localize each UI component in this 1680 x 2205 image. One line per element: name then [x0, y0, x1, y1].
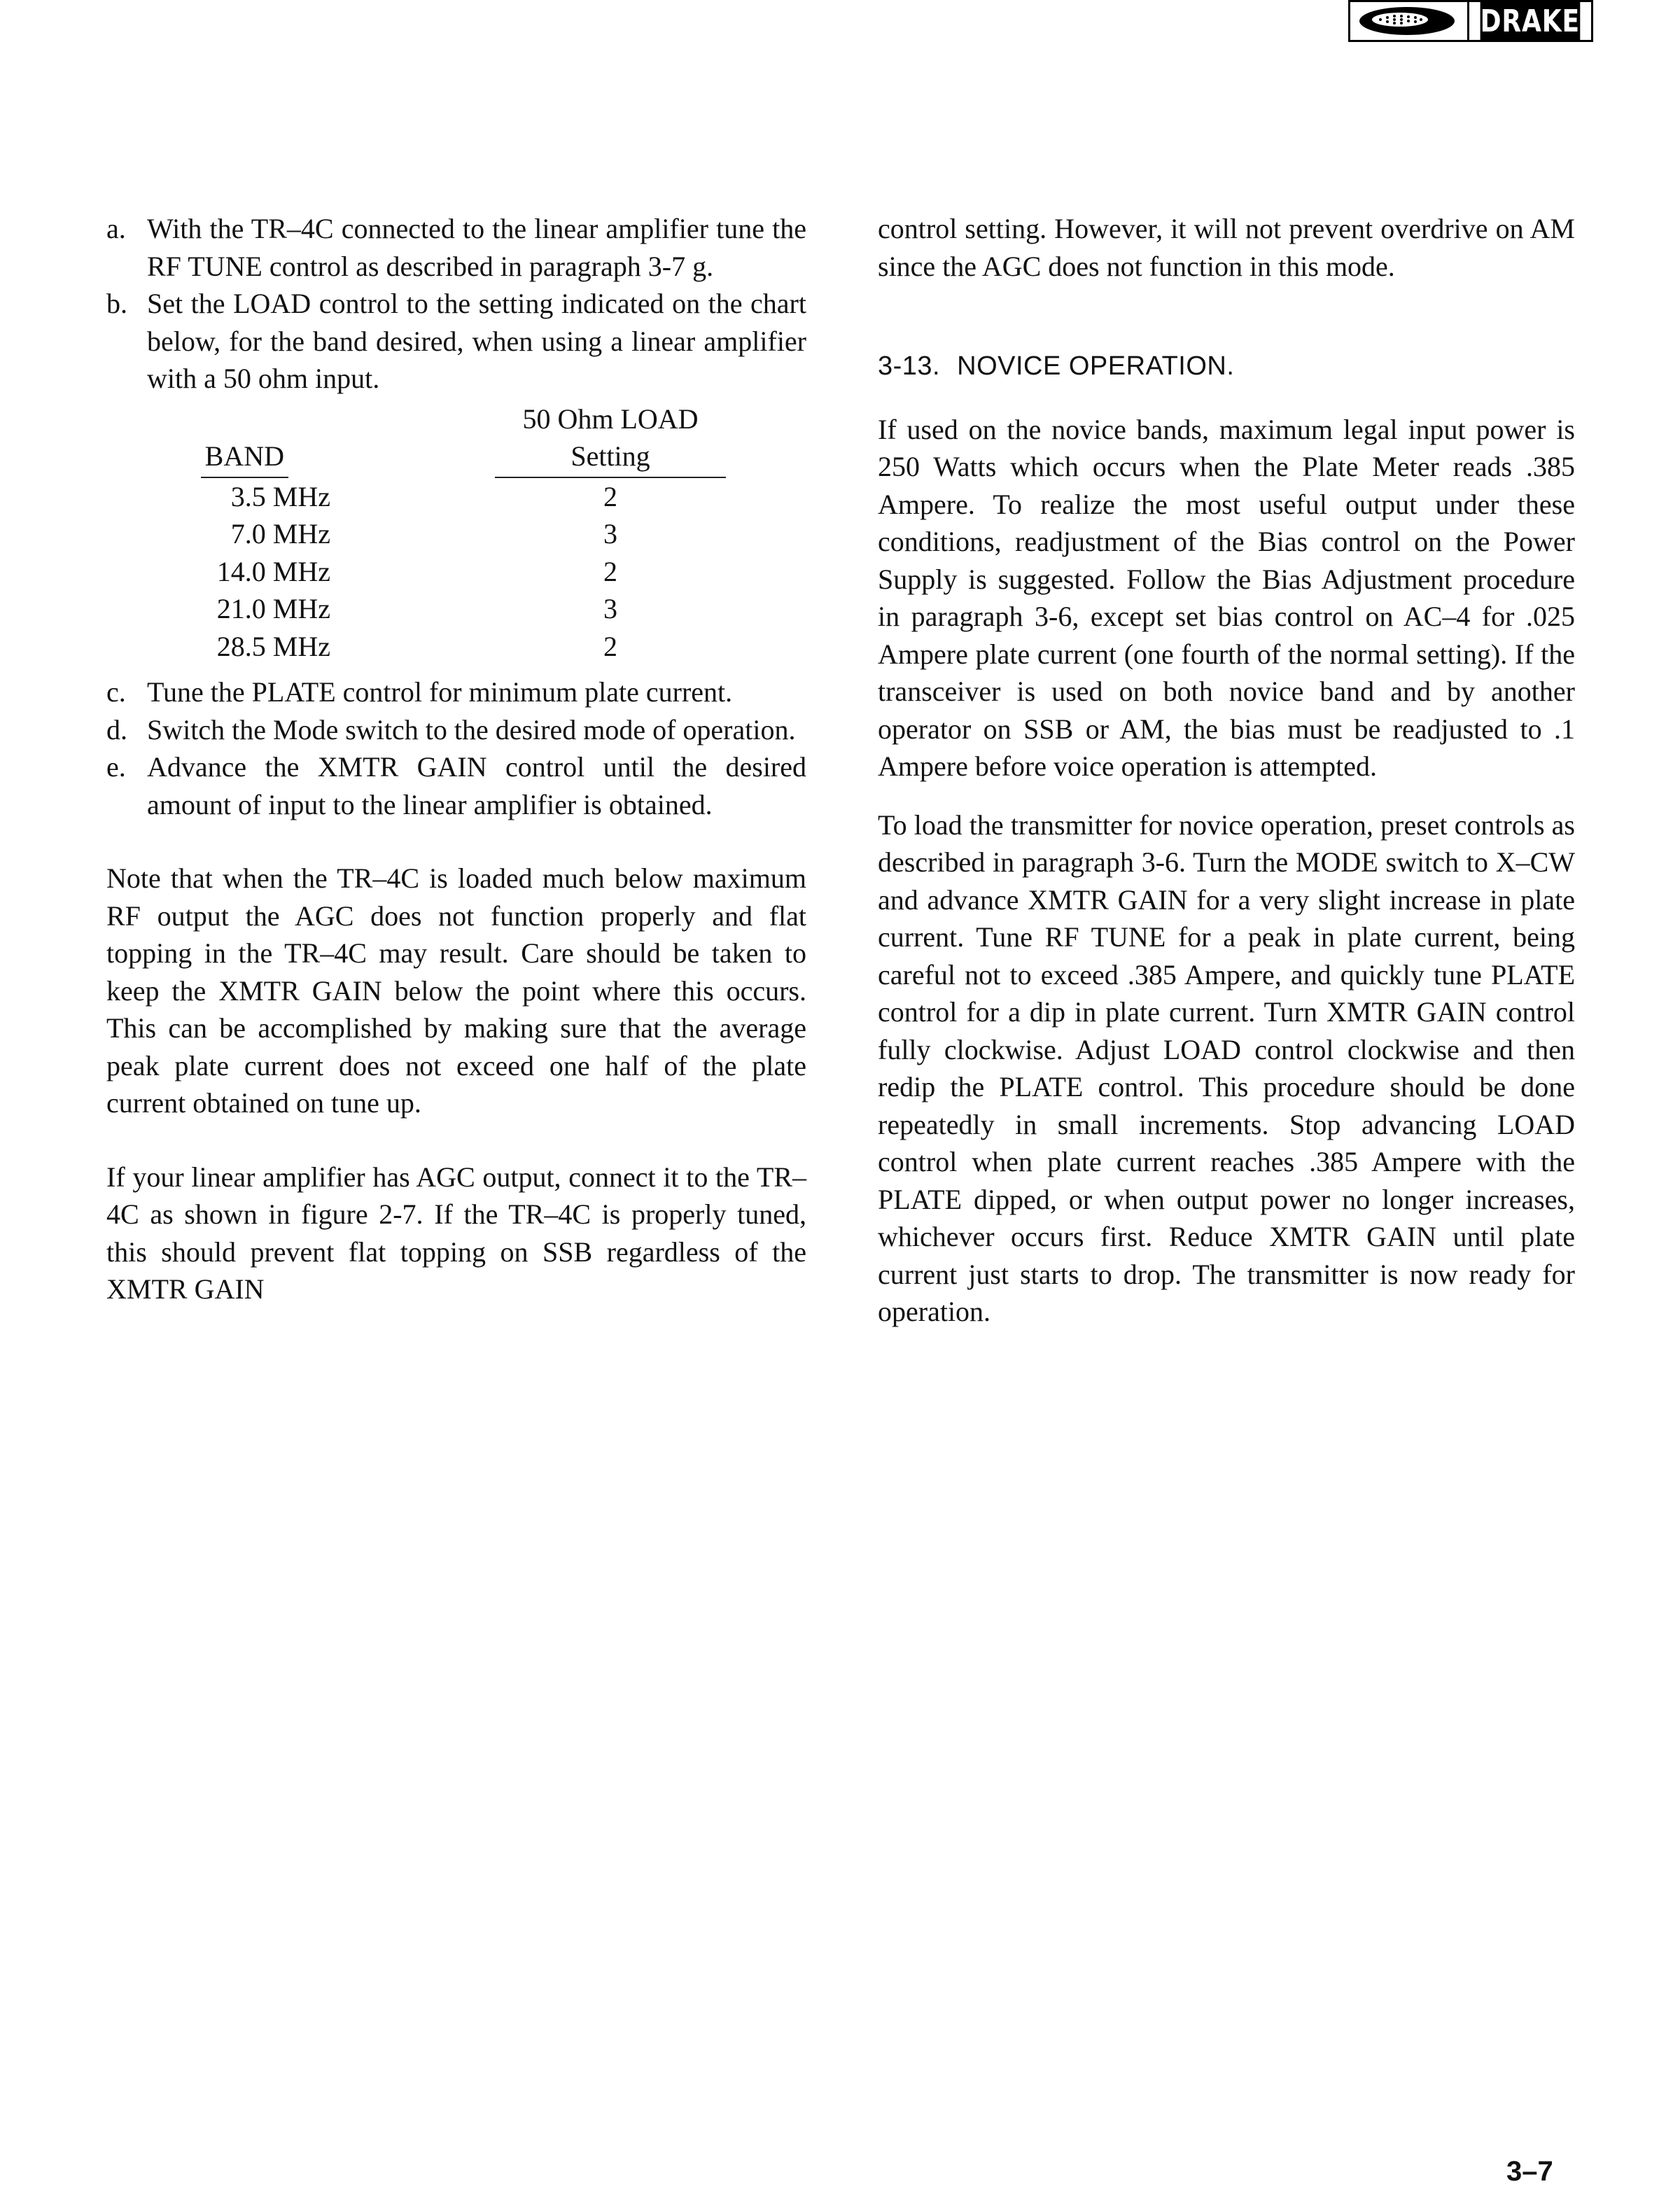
step-letter: e.	[106, 751, 126, 783]
setting-cell: 2	[603, 630, 617, 662]
table-header-row-1	[106, 400, 806, 438]
left-column	[106, 210, 806, 1308]
table-row	[106, 590, 806, 628]
step-text: Advance the XMTR GAIN control until the desired amount of input to the linear amplifier is obtained.	[147, 751, 806, 820]
setting-header-line1: 50 Ohm LOAD	[522, 402, 699, 435]
step-text: Tune the PLATE control for minimum plate current.	[147, 676, 733, 708]
step-letter: d.	[106, 713, 127, 746]
step-letter: c.	[106, 676, 126, 708]
novice-power-paragraph: If used on the novice bands, maximum legal input power is 250 Watts which occurs when the Plate Meter reads .385 Ampere. To realize the most useful output under these conditions, readjustment of the Bias control on the Power Supply is suggested. Follow the Bias Adjustment procedure in paragraph 3-6, except set bias control on AC–4 for .025 Ampere plate current (one fourth of the normal setting). If the transceiver is used on both novice band and by another operator on SSB or AM, the bias must be readjusted to .1 Ampere before voice operation is attempted.	[878, 413, 1575, 782]
globe-emblem-icon	[1350, 2, 1469, 40]
step-text: With the TR–4C connected to the linear amplifier tune the RF TUNE control as described in paragraph 3-7 g.	[147, 213, 806, 282]
agc-output-paragraph: If your linear amplifier has AGC output, connect it to the TR–4C as shown in figure 2-7. If the TR–4C is properly tuned, this should prevent flat topping on SSB regardless of the XMTR GAIN	[106, 1161, 806, 1305]
agc-note-paragraph: Note that when the TR–4C is loaded much below maximum RF output the AGC does not function properly and flat topping in the TR–4C may result. Care should be taken to keep the XMTR GAIN below the point where this occurs. This can be accomplished by making sure that the average peak plate current does not exceed one half of the plate current obtained on tune up.	[106, 862, 806, 1119]
band-header: BAND	[201, 438, 288, 478]
step-a	[106, 210, 806, 285]
band-cell: 28.5 MHz	[216, 630, 330, 662]
step-b	[106, 285, 806, 398]
step-c	[106, 673, 806, 711]
brand-name: DRAKE	[1480, 3, 1581, 39]
continuation-paragraph: control setting. However, it will not prevent overdrive on AM since the AGC does not function in this mode.	[878, 213, 1575, 282]
setting-cell: 2	[603, 555, 617, 587]
step-text: Switch the Mode switch to the desired mode of operation.	[147, 713, 796, 746]
drake-logo	[1348, 0, 1593, 42]
table-row	[106, 515, 806, 553]
step-text: Set the LOAD control to the setting indicated on the chart below, for the band desired, when using a linear amplifier with a 50 ohm input.	[147, 288, 806, 394]
step-e	[106, 748, 806, 823]
load-setting-table	[106, 400, 806, 666]
setting-header-line2: Setting	[495, 438, 726, 478]
table-row	[106, 628, 806, 666]
setting-cell: 3	[603, 518, 617, 550]
step-letter: b.	[106, 288, 127, 319]
band-cell: 21.0 MHz	[216, 593, 330, 624]
novice-loading-paragraph: To load the transmitter for novice operation, preset controls as described in paragraph 3-6. Turn the MODE switch to X–CW and advance XMTR GAIN for a very slight increase in plate current. Tune RF TUNE for a peak in plate current, being careful not to exceed .385 Ampere, and quickly tune PLATE control for a dip in plate current. Turn XMTR GAIN control fully clockwise. Adjust LOAD control clockwise and then redip the PLATE control. This procedure should be done repeatedly in small increments. Stop advancing LOAD control when plate current reaches .385 Ampere with the PLATE dipped, or when output power no longer increases, whichever occurs first. Reduce XMTR GAIN until plate current just starts to drop. The transmitter is now ready for operation.	[878, 808, 1575, 1327]
band-cell: 7.0 MHz	[230, 518, 330, 550]
section-title: NOVICE OPERATION.	[957, 351, 1235, 381]
table-row	[106, 553, 806, 591]
band-cell: 14.0 MHz	[216, 555, 330, 587]
right-column	[878, 210, 1575, 1331]
table-header-row-2	[106, 438, 806, 478]
section-heading	[878, 348, 1575, 386]
step-letter: a.	[106, 213, 126, 244]
step-d	[106, 711, 806, 749]
setting-cell: 3	[603, 593, 617, 624]
setting-cell: 2	[603, 480, 617, 512]
page-number: 3–7	[1506, 2156, 1553, 2187]
band-cell: 3.5 MHz	[230, 480, 330, 512]
section-number: 3-13.	[878, 351, 941, 381]
table-row	[106, 478, 806, 516]
